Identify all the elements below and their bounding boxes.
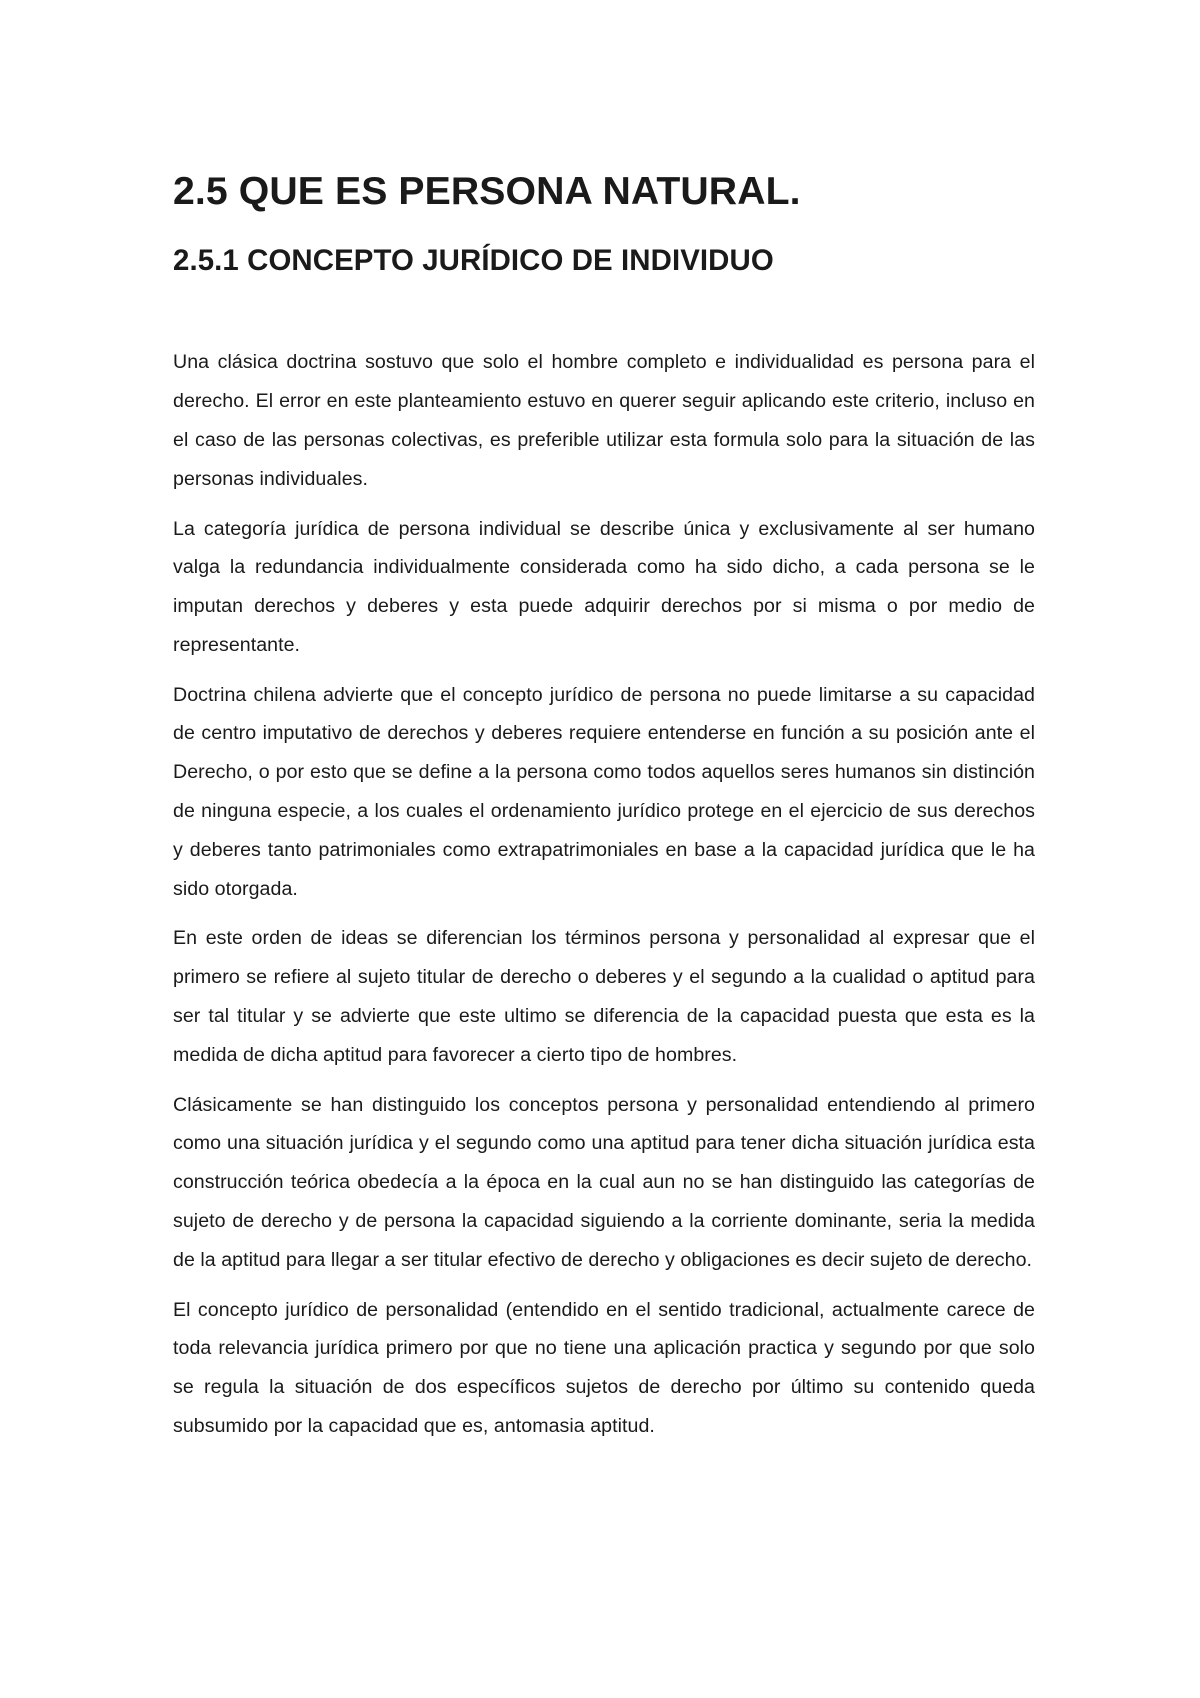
subsection-heading: 2.5.1 CONCEPTO JURÍDICO DE INDIVIDUO — [173, 244, 774, 278]
paragraph-3: Doctrina chilena advierte que el concepto jurídico de persona no puede limitarse a su capacidad de centro imputativo de derechos y deberes requiere entenderse en función a su posición ante el Derecho, o por esto que se define a la persona como todos aquellos seres humanos sin distinción de ninguna especie, a los cuales el ordenamiento jurídico protege en el ejercicio de sus derechos y deberes tanto patrimoniales como extrapatrimoniales en base a la capacidad jurídica que le ha sido otorgada. — [173, 683, 1035, 900]
paragraph-6: El concepto jurídico de personalidad (entendido en el sentido tradicional, actualmente carece de toda relevancia jurídica primero por que no tiene una aplicación practica y segundo por que solo se regula la situación de dos específicos sujetos de derecho por último su contenido queda subsumido por la capacidad que es, antomasia aptitud. — [173, 1298, 1035, 1438]
document-body — [173, 168, 1035, 1457]
paragraph-5: Clásicamente se han distinguido los conceptos persona y personalidad entendiendo al primero como una situación jurídica y el segundo como una aptitud para tener dicha situación jurídica esta construcción teórica obedecía a la época en la cual aun no se han distinguido las categorías de sujeto de derecho y de persona la capacidad siguiendo a la corriente dominante, seria la medida de la aptitud para llegar a ser titular efectivo de derecho y obligaciones es decir sujeto de derecho. — [173, 1093, 1035, 1271]
paragraph-1: Una clásica doctrina sostuvo que solo el hombre completo e individualidad es persona para el derecho. El error en este planteamiento estuvo en querer seguir aplicando este criterio, incluso en el caso de las personas colectivas, es preferible utilizar esta formula solo para la situación de las personas individuales. — [173, 351, 1035, 490]
section-heading: 2.5 QUE ES PERSONA NATURAL. — [173, 170, 801, 213]
paragraph-4: En este orden de ideas se diferencian los términos persona y personalidad al expresar que el primero se refiere al sujeto titular de derecho o deberes y el segundo a la cualidad o aptitud para ser tal titular y se advierte que este ultimo se diferencia de la capacidad puesta que esta es la medida de dicha aptitud para favorecer a cierto tipo de hombres. — [173, 927, 1035, 1066]
paragraph-2: La categoría jurídica de persona individual se describe única y exclusivamente al ser humano valga la redundancia individualmente considerada como ha sido dicho, a cada persona se le imputan derechos y deberes y esta puede adquirir derechos por si misma o por medio de representante. — [173, 517, 1035, 656]
